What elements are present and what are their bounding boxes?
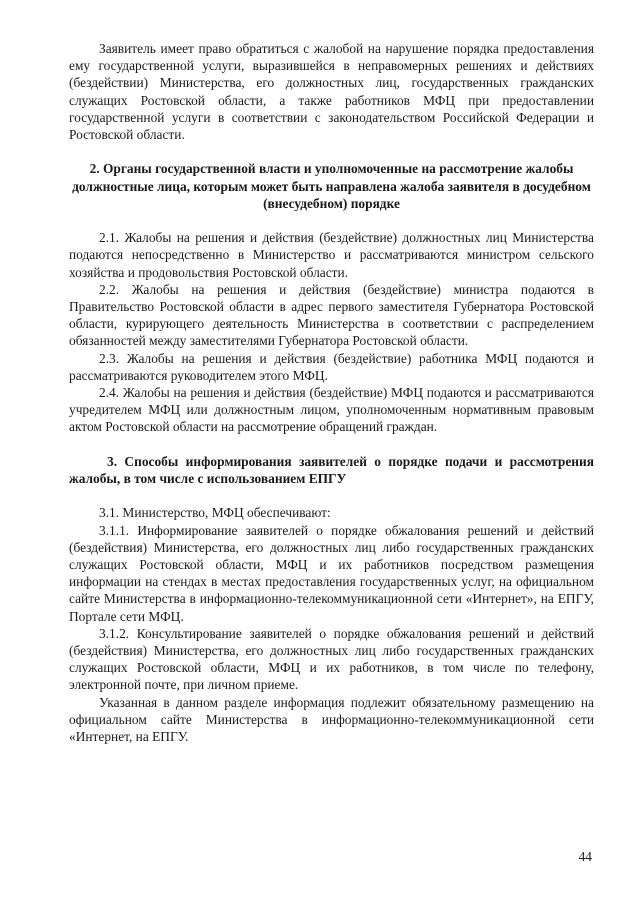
paragraph-3-1: 3.1. Министерство, МФЦ обеспечивают: bbox=[99, 505, 331, 521]
paragraph-2-1: 2.1. Жалобы на решения и действия (бездействие) должностных лиц Министерства подаются непосредственно в Министерство и рассматриваются министром сельского хозяйства и продовольствия Ростовской области. bbox=[69, 230, 594, 280]
paragraph-2-3: 2.3. Жалобы на решения и действия (бездействие) работника МФЦ подаются и рассматриваются руководителем этого МФЦ. bbox=[69, 350, 594, 383]
page-number: 44 bbox=[578, 849, 592, 864]
paragraph-2-2: 2.2. Жалобы на решения и действия (бездействие) министра подаются в Правительство Ростовской области в адрес первого заместителя Губернатора Ростовской области, курирующего деятельность Министерства в соответствии с распределением обязанностей между заместителями Губернатора Ростовской области. bbox=[69, 281, 594, 349]
paragraph-3-1-1: 3.1.1. Информирование заявителей о порядке обжалования решений и действий (бездействия) Министерства, его должностных лиц либо государственных гражданских служащих Ростовской области, МФЦ и их работников посредством размещения информации на стендах в местах предоставления государственных услуг, на официальном сайте Министерства в информационно-телекоммуникационной сети «Интернет», на ЕПГУ, Портале сети МФЦ. bbox=[69, 522, 594, 624]
section-3-heading: 3. Способы информирования заявителей о порядке подачи и рассмотрения жалобы, в том числе с использованием ЕПГУ bbox=[69, 453, 594, 487]
page-body bbox=[69, 40, 594, 745]
section-2-heading: 2. Органы государственной власти и уполномоченные на рассмотрение жалобы должностные лица, которым может быть направлена жалоба заявителя в досудебном (внесудебном) порядке bbox=[72, 161, 591, 211]
paragraph-3-1-2: 3.1.2. Консультирование заявителей о порядке обжалования решений и действий (бездействия) Министерства, его должностных лиц либо государственных гражданских служащих Ростовской области, МФЦ и их работников, в том числе по телефону, электронной почте, при личном приеме. bbox=[69, 625, 594, 693]
paragraph-2-4: 2.4. Жалобы на решения и действия (бездействие) МФЦ подаются и рассматриваются учредителем МФЦ или должностным лицом, уполномоченным нормативным правовым актом Ростовской области на рассмотрение обращений граждан. bbox=[69, 385, 594, 435]
intro-paragraph: Заявитель имеет право обратиться с жалобой на нарушение порядка предоставления ему государственной услуги, выразившейся в неправомерных решениях и действиях (бездействии) Министерства, его должностных лиц, государственных гражданских служащих Ростовской области, а также работников МФЦ при предоставлении государственной услуги в соответствии с законодательством Российской Федерации и Ростовской области. bbox=[69, 41, 594, 143]
paragraph-3-note: Указанная в данном разделе информация подлежит обязательному размещению на официальном сайте Министерства в информационно-телекоммуникационной сети «Интернет, на ЕПГУ. bbox=[69, 694, 594, 745]
